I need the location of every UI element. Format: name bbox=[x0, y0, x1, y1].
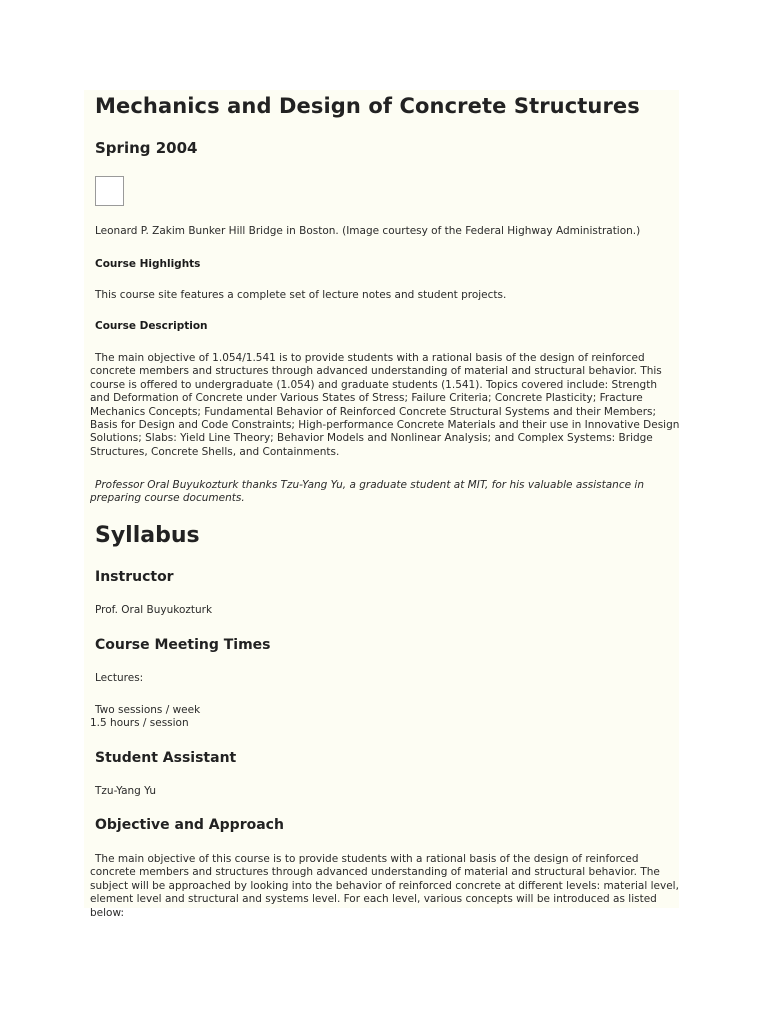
instructor-name: Prof. Oral Buyukozturk bbox=[95, 604, 213, 616]
objective-text: The main objective of this course is to provide students with a rational basis of the design of reinforced concrete members and structures through advanced understanding of material and structural behavior. The subject will be approached by looking into the behavior of reinforced concrete at different levels: material level, element level and structural and systems level. For each level, various concepts will be introduced as listed below: bbox=[90, 853, 679, 919]
sessions-per-week: Two sessions / week bbox=[95, 704, 201, 716]
page-title: Mechanics and Design of Concrete Structures bbox=[95, 94, 640, 118]
acknowledgement-text: Professor Oral Buyukozturk thanks Tzu-Yang Yu, a graduate student at MIT, for his valuable assistance in preparing course documents. bbox=[90, 479, 644, 505]
highlights-heading: Course Highlights bbox=[95, 258, 201, 270]
objective-heading: Objective and Approach bbox=[95, 817, 284, 833]
hours-per-session: 1.5 hours / session bbox=[90, 717, 189, 729]
assistant-heading: Student Assistant bbox=[95, 750, 237, 766]
description-heading: Course Description bbox=[95, 320, 208, 332]
instructor-heading: Instructor bbox=[95, 569, 174, 585]
meeting-times-heading: Course Meeting Times bbox=[95, 637, 271, 653]
syllabus-heading: Syllabus bbox=[95, 523, 200, 548]
term-heading: Spring 2004 bbox=[95, 139, 198, 157]
image-caption: Leonard P. Zakim Bunker Hill Bridge in Boston. (Image courtesy of the Federal Highway Administration.) bbox=[95, 225, 641, 237]
bridge-image-placeholder bbox=[95, 176, 124, 206]
description-text: The main objective of 1.054/1.541 is to provide students with a rational basis of the design of reinforced concrete members and structures through advanced understanding of material and structural behavior. This course is offered to undergraduate (1.054) and graduate students (1.541). Topics covered include: Strength and Deformation of Concrete under Various States of Stress; Failure Criteria; Concrete Plasticity; Fracture Mechanics Concepts; Fundamental Behavior of Reinforced Concrete Structural Systems and their Members; Basis for Design and Code Constraints; High-performance Concrete Materials and their use in Innovative Design Solutions; Slabs: Yield Line Theory; Behavior Models and Nonlinear Analysis; and Complex Systems: Bridge Structures, Concrete Shells, and Containments. bbox=[90, 352, 680, 458]
lectures-label: Lectures: bbox=[95, 672, 144, 684]
assistant-name: Tzu-Yang Yu bbox=[95, 785, 157, 797]
highlights-text: This course site features a complete set of lecture notes and student projects. bbox=[95, 289, 507, 301]
